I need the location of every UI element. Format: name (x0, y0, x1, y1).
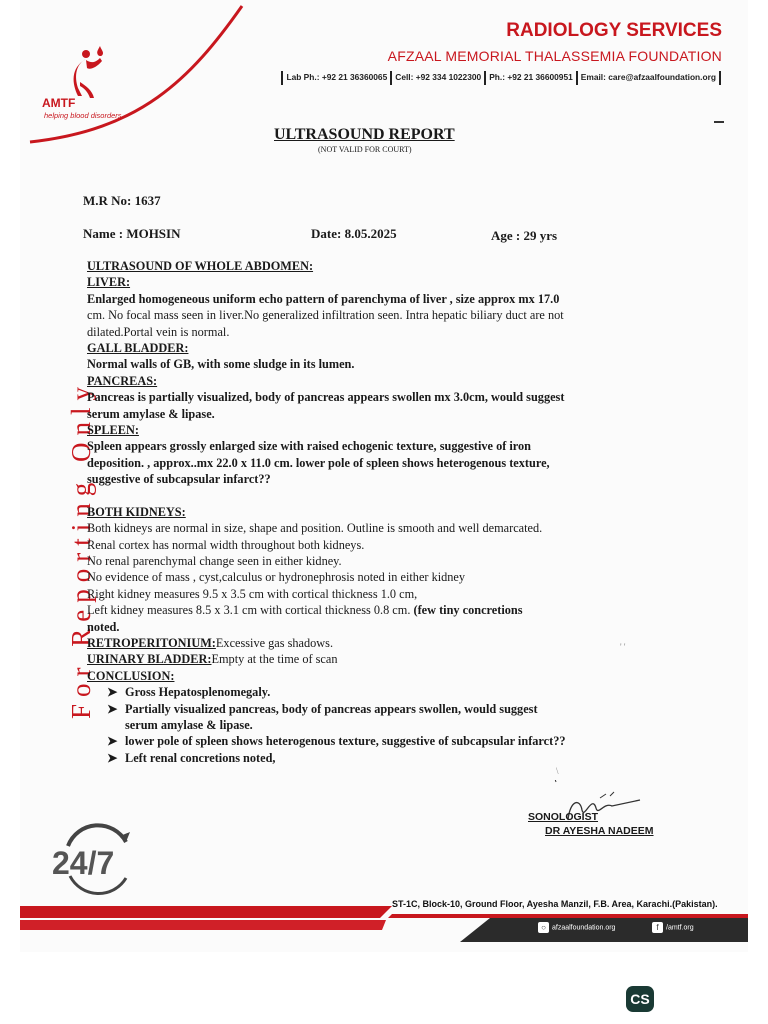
arrow-bullet-icon: ➤ (107, 701, 118, 716)
footer-address: ST-1C, Block-10, Ground Floor, Ayesha Manzil, F.B. Area, Karachi.(Pakistan). (392, 899, 718, 909)
liver-line: dilated.Portal vein is normal. (87, 324, 230, 339)
conclusion-item: ➤ Left renal concretions noted, (107, 750, 276, 765)
support-247-text: 24/7 (52, 845, 115, 881)
facebook-icon: f (652, 922, 663, 933)
gall-bladder-line: Normal walls of GB, with some sludge in its lumen. (87, 357, 355, 372)
patient-name: Name : MOHSIN (83, 226, 181, 241)
concretions-text: (few tiny concretions (413, 603, 523, 618)
report-date: Date: 8.05.2025 (311, 226, 397, 241)
instagram-icon: ○ (538, 922, 549, 933)
logo-tagline: helping blood disorders (44, 111, 122, 120)
pancreas-heading: PANCREAS: (87, 373, 158, 388)
logo-text: AMTF (42, 96, 76, 110)
contact-bar (278, 71, 724, 85)
urinary-bladder-heading: URINARY BLADDER: (87, 652, 212, 667)
conclusion-list (87, 684, 707, 766)
section-heading: ULTRASOUND OF WHOLE ABDOMEN: (87, 259, 314, 273)
stray-mark: \ (556, 766, 559, 776)
liver-heading: LIVER: (87, 275, 131, 290)
org-title: RADIOLOGY SERVICES (506, 20, 722, 41)
conclusion-item: ➤ Gross Hepatosplenomegaly. (107, 685, 271, 700)
conclusion-item: ➤ lower pole of spleen shows heterogenous texture, suggestive of subcapsular infarct?? (107, 734, 566, 749)
kidney-line: Right kidney measures 9.5 x 3.5 cm with cortical thickness 1.0 cm, (87, 586, 418, 601)
report-note: (NOT VALID FOR COURT) (318, 145, 412, 154)
camscanner-badge: CS (626, 986, 654, 1012)
arrow-bullet-icon: ➤ (107, 750, 118, 765)
org-subtitle: AFZAAL MEMORIAL THALASSEMIA FOUNDATION (387, 48, 722, 64)
stray-mark: ' ' (620, 642, 626, 652)
spleen-line: suggestive of subcapsular infarct?? (87, 472, 271, 487)
footer-website[interactable]: ○ afzaalfoundation.org (538, 922, 615, 933)
cell-phone: Cell: +92 334 1022300 (395, 72, 482, 83)
retroperitonium-text: Excessive gas shadows. (215, 635, 334, 650)
report-page (20, 0, 748, 952)
kidney-line (87, 602, 707, 618)
doctor-name: DR AYESHA NADEEM (545, 825, 654, 837)
kidney-line: No evidence of mass , cyst,calculus or hydronephrosis noted in either kidney (87, 570, 466, 585)
lab-phone: Lab Ph.: +92 21 36360065 (286, 72, 388, 83)
kidneys-heading: BOTH KIDNEYS: (87, 504, 186, 519)
report-body (87, 258, 707, 766)
dash-mark (714, 121, 724, 123)
left-kidney-text: Left kidney measures 8.5 x 3.1 cm with cortical thickness 0.8 cm. (87, 603, 414, 618)
sonologist-label: SONOLOGIST (528, 811, 599, 823)
liver-line: Enlarged homogeneous uniform echo pattern of parenchyma of liver , size approx mx 17.0 (87, 291, 560, 306)
report-title: ULTRASOUND REPORT (274, 126, 455, 143)
urinary-bladder-text: Empty at the time of scan (211, 652, 338, 667)
arrow-bullet-icon: ➤ (107, 685, 118, 700)
arrow-bullet-icon: ➤ (107, 734, 118, 749)
retroperitonium-heading: RETROPERITONIUM: (87, 635, 216, 650)
side-watermark-text: For Reporting Only (68, 380, 96, 719)
email-address: Email: care@afzaalfoundation.org (580, 72, 716, 83)
conclusion-item: ➤ Partially visualized pancreas, body of pancreas appears swollen, would suggest serum amylase & lipase. (107, 701, 538, 732)
kidney-line: noted. (87, 619, 120, 634)
kidney-line: Renal cortex has normal width throughout both kidneys. (87, 537, 365, 552)
spleen-line: deposition. , approx..mx 22.0 x 11.0 cm. lower pole of spleen shows heterogenous texture, (87, 455, 550, 470)
patient-age: Age : 29 yrs (491, 228, 558, 243)
support-247-icon (50, 820, 140, 896)
pancreas-line: Pancreas is partially visualized, body of pancreas appears swollen mx 3.0cm, would suggest (87, 390, 565, 405)
liver-line: cm. No focal mass seen in liver.No generalized infiltration seen. Intra hepatic biliary duct are not (87, 308, 564, 323)
kidney-line: No renal parenchymal change seen in either kidney. (87, 553, 342, 568)
pancreas-line: serum amylase & lipase. (87, 406, 215, 421)
spleen-heading: SPLEEN: (87, 423, 139, 438)
urinary-bladder-line (87, 651, 707, 667)
footer-facebook[interactable]: f /amtf.org (652, 922, 694, 933)
kidney-line: Both kidneys are normal in size, shape and position. Outline is smooth and well demarcated. (87, 521, 543, 536)
conclusion-heading: CONCLUSION: (87, 668, 175, 683)
office-phone: Ph.: +92 21 36600951 (489, 72, 573, 83)
spleen-line: Spleen appears grossly enlarged size with raised echogenic texture, suggestive of iron (87, 439, 532, 454)
gall-bladder-heading: GALL BLADDER: (87, 341, 189, 356)
mr-number: M.R No: 1637 (83, 193, 161, 208)
retroperitonium-line (87, 635, 707, 651)
